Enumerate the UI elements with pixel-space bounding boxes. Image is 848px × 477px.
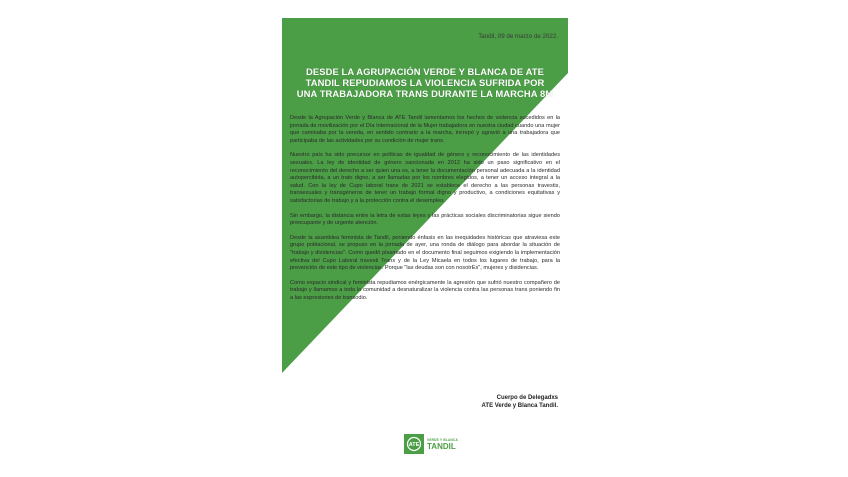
signature-line-1: Cuerpo de Delegadxs <box>496 395 558 401</box>
document-title: DESDE LA AGRUPACIÓN VERDE Y BLANCA DE ATE TANDIL REPUDIAMOS LA VIOLENCIA SUFRIDA POR UNA TRABAJADORA TRANS DURANTE LA MARCHA 8M <box>296 66 554 99</box>
paragraph: Nuestro país ha sido precursor en políticas de igualdad de género y reconocimiento de las identidades sexuales. La ley de identidad de género sancionada en 2012 ha sido un paso significativo en el reconocimiento del derecho a ser quien una es, a tener la documentación personal adecuada a la identidad autopercibida, a un trato digno, a ser llamadas por los nombres elegidos, a tener un acceso integral a la salud. Con la ley de Cupo laboral trans de 2021 se establece el derecho a las personas travestis, transexuales y transgéneros de tener un trabajo formal digno y productivo, a condiciones equitativas y satisfactorias de trabajo y a la protección contra el desempleo. <box>290 152 560 204</box>
paragraph: Sin embargo, la distancia entre la letra de estas leyes y las prácticas sociales discriminatorias sigue siendo preocupante y de urgente atención. <box>290 212 560 227</box>
signature-line-2: ATE Verde y Blanca Tandil. <box>481 403 558 409</box>
paragraph: Desde la Agrupación Verde y Blanca de ATE Tandil lamentamos los hechos de violencia sucedidos en la jornada de movilización por el Día Internacional de la Mujer trabajadora en nuestra ciudad cuando una mujer que caminaba por la vereda, en sentido contrario a la marcha, increpó y agravió a una trabajadora que participaba de las actividades por su condición de mujer trans. <box>290 115 560 144</box>
document-date: Tandil, 09 de marzo de 2022. <box>478 33 558 40</box>
logo-mark-text: ATE <box>408 442 420 449</box>
ate-logo-mark-icon <box>404 434 424 454</box>
paragraph: Como espacio sindical y feminista repudiamos enérgicamente la agresión que sufrió nuestro compañero de trabajo y llamamos a toda la comunidad a desnaturalizar la violencia contra las personas trans poniendo fin a las expresiones de transodio. <box>290 279 560 301</box>
signature-block <box>482 394 558 410</box>
paragraph: Desde la asamblea feminista de Tandil, poniendo énfasis en las inequidades históricas que atraviesa este grupo poblacional, se propuso en la jornada de ayer, una ronda de diálogo para abordar la situación de "trabajo y disidencias". Como quedó plasmado en el documento final seguimos exigiendo la implementación efectiva del Cupo Laboral travesti Trans y de la Ley Micaela en todos los lugares de trabajo, para la prevención de este tipo de violencias. Porque "las deudas son con nosotrEs", mujeres y disidencias. <box>290 234 560 272</box>
ate-logo <box>404 434 458 454</box>
logo-big-text: TANDIL <box>427 441 456 451</box>
document-content <box>290 18 560 477</box>
logo-text <box>427 438 458 451</box>
logo-small-text: VERDE Y BLANCA <box>427 437 459 442</box>
document-page <box>282 18 568 477</box>
document-body <box>290 115 560 309</box>
